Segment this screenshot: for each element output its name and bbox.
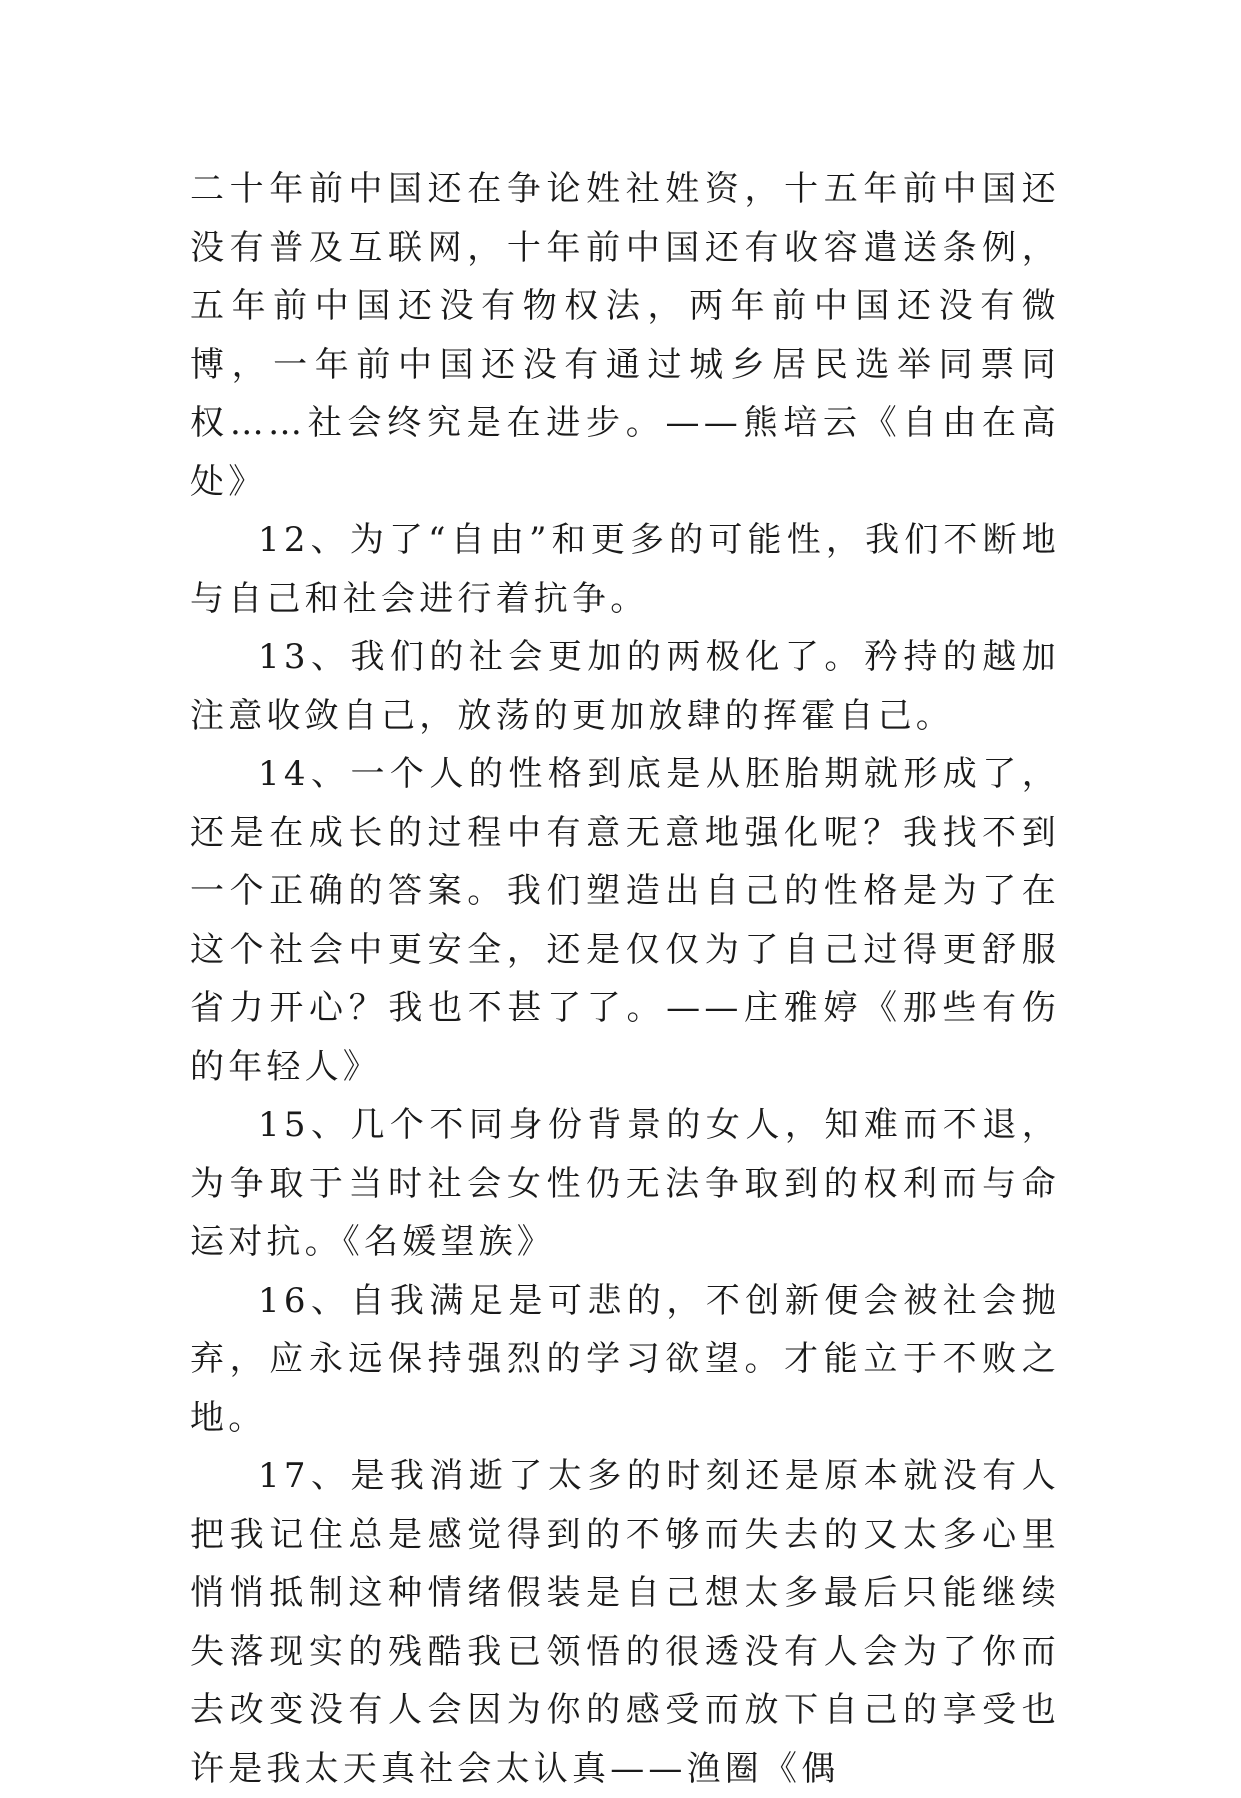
paragraph-16: 16、自我满足是可悲的，不创新便会被社会抛弃，应永远保持强烈的学习欲望。才能立于不败之地。 [190,1280,1060,1438]
document-body [190,160,1060,1798]
paragraph-15: 15、几个不同身份背景的女人，知难而不退，为争取于当时社会女性仍无法争取到的权利而与命运对抗。《名媛望族》 [190,1105,1060,1262]
paragraph-14: 14、一个人的性格到底是从胚胎期就形成了，还是在成长的过程中有意无意地强化呢？我找不到一个正确的答案。我们塑造出自己的性格是为了在这个社会中更安全，还是仅仅为了自己过得更舒服省力开心？我也不甚了了。——庄雅婷《那些有伤的年轻人》 [190,754,1060,1087]
paragraph-intro: 二十年前中国还在争论姓社姓资，十五年前中国还没有普及互联网，十年前中国还有收容遣送条例，五年前中国还没有物权法，两年前中国还没有微博，一年前中国还没有通过城乡居民选举同票同权……社会终究是在进步。——熊培云《自由在高处》 [190,169,1060,502]
paragraph-13: 13、我们的社会更加的两极化了。矜持的越加注意收敛自己，放荡的更加放肆的挥霍自己。 [190,637,1060,736]
paragraph-12: 12、为了“自由”和更多的可能性，我们不断地与自己和社会进行着抗争。 [190,520,1060,619]
paragraph-17: 17、是我消逝了太多的时刻还是原本就没有人把我记住总是感觉得到的不够而失去的又太多心里悄悄抵制这种情绪假装是自己想太多最后只能继续失落现实的残酷我已领悟的很透没有人会为了你而去改变没有人会因为你的感受而放下自己的享受也许是我太天真社会太认真——渔圈《偶 [190,1456,1060,1789]
